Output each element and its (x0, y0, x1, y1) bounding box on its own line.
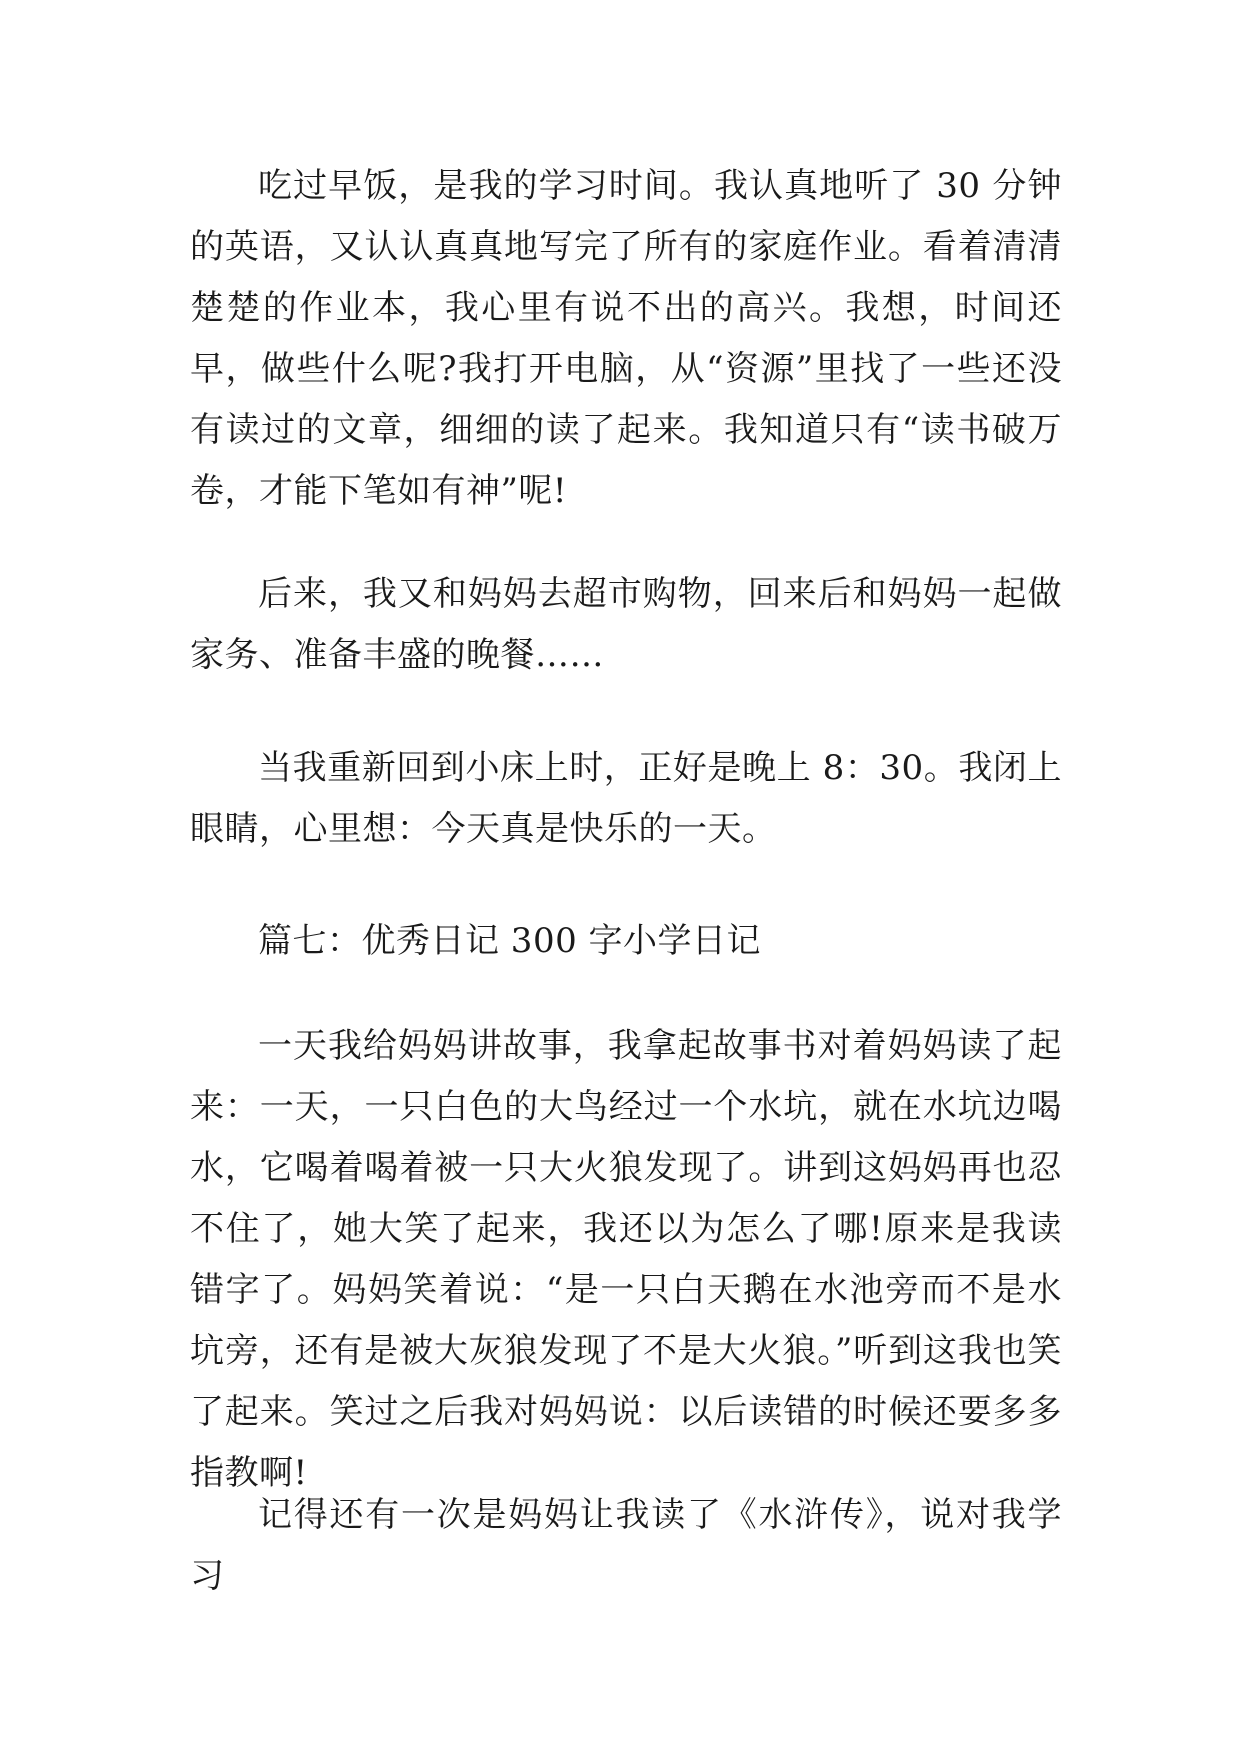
paragraph-water-margin: 记得还有一次是妈妈让我读了《水浒传》，说对我学习 (190, 1495, 1062, 1596)
paragraph-bedtime: 当我重新回到小床上时，正好是晚上 8：30。我闭上眼睛，心里想：今天真是快乐的一天。 (190, 748, 1062, 849)
paragraph-study-time: 吃过早饭，是我的学习时间。我认真地听了 30 分钟的英语，又认认真真地写完了所有的家庭作业。看着清清楚楚的作业本，我心里有说不出的高兴。我想，时间还早，做些什么呢?我打开电脑，从“资源”里找了一些还没有读过的文章，细细的读了起来。我知道只有“读书破万卷，才能下笔如有神”呢! (190, 166, 1062, 511)
section-heading: 篇七：优秀日记 300 字小学日记 (258, 921, 762, 961)
paragraph-shopping: 后来，我又和妈妈去超市购物，回来后和妈妈一起做家务、准备丰盛的晚餐…… (190, 574, 1062, 675)
paragraph-story: 一天我给妈妈讲故事，我拿起故事书对着妈妈读了起来：一天，一只白色的大鸟经过一个水坑，就在水坑边喝水，它喝着喝着被一只大火狼发现了。讲到这妈妈再也忍不住了，她大笑了起来，我还以为怎么了哪!原来是我读错字了。妈妈笑着说：“是一只白天鹅在水池旁而不是水坑旁，还有是被大灰狼发现了不是大火狼。”听到这我也笑了起来。笑过之后我对妈妈说：以后读错的时候还要多多指教啊! (190, 1026, 1062, 1493)
